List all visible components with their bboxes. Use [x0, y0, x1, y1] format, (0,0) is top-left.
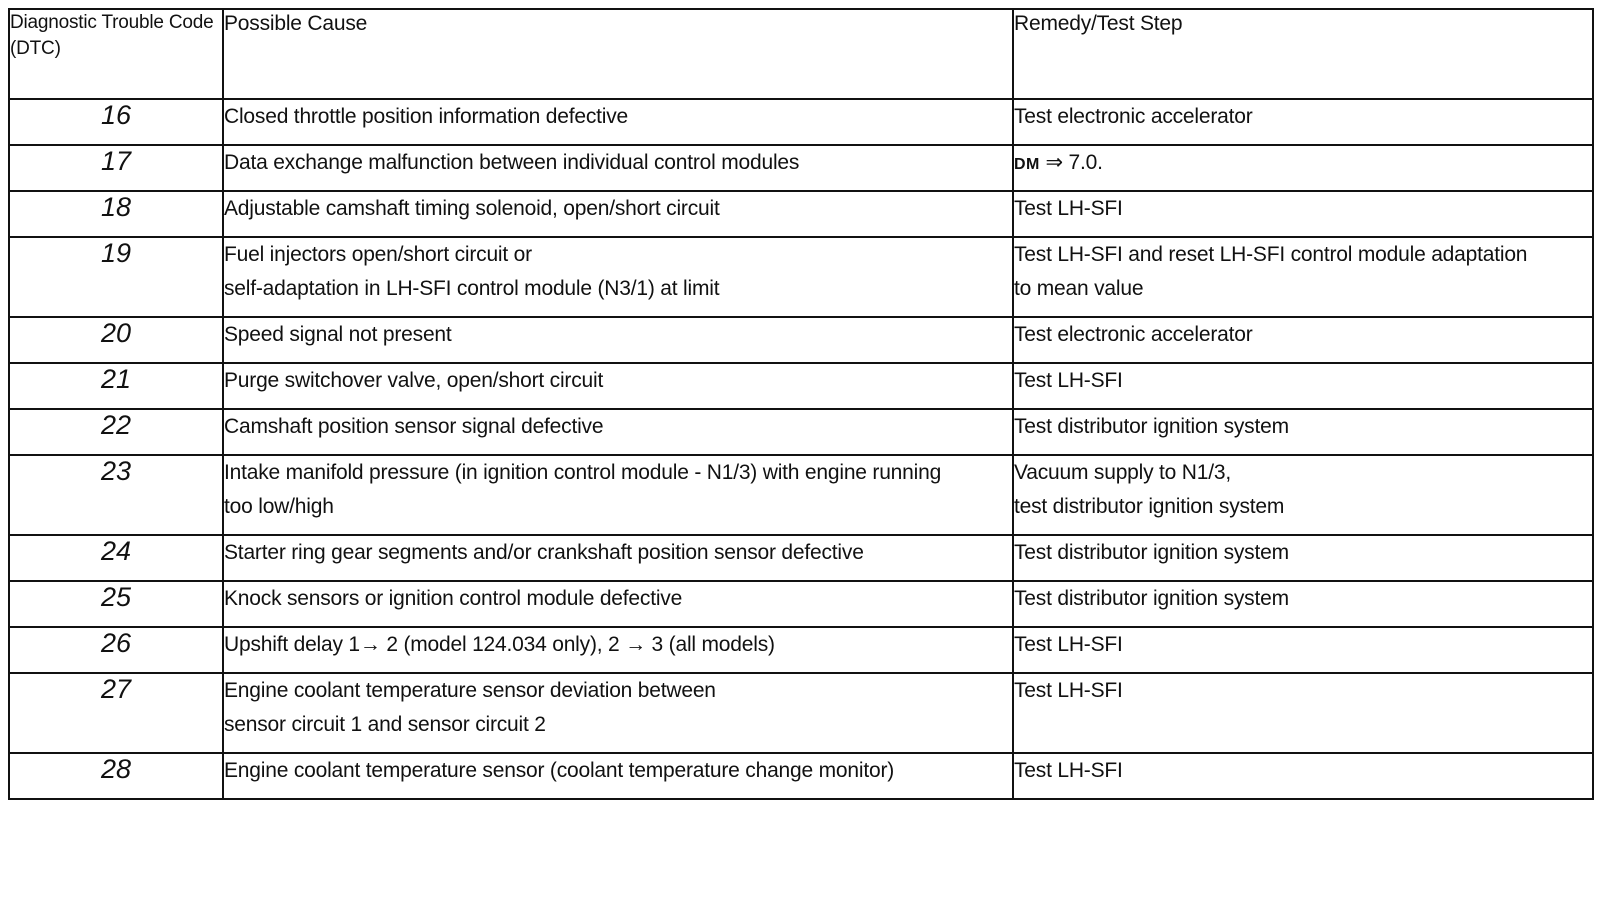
remedy-test-step-line: Vacuum supply to N1/3, [1014, 461, 1231, 484]
possible-cause-line: too low/high [224, 495, 334, 518]
table-row [9, 317, 1593, 363]
table-row [9, 237, 1593, 317]
remedy-test-step-line: to mean value [1014, 277, 1144, 300]
remedy-test-step-line: Test distributor ignition system [1014, 541, 1289, 564]
remedy-test-step [1013, 455, 1593, 535]
dtc-code: 17 [9, 145, 223, 191]
dtc-code: 16 [9, 99, 223, 145]
remedy-test-step [1013, 581, 1593, 627]
dtc-table [8, 8, 1594, 800]
table-row [9, 409, 1593, 455]
table-row [9, 363, 1593, 409]
remedy-test-step [1013, 191, 1593, 237]
remedy-test-step-line: DM ⇒ 7.0. [1014, 151, 1103, 174]
remedy-test-step [1013, 673, 1593, 753]
possible-cause [223, 191, 1013, 237]
possible-cause [223, 535, 1013, 581]
dtc-code: 19 [9, 237, 223, 317]
dtc-code: 23 [9, 455, 223, 535]
possible-cause-line: Data exchange malfunction between individual control modules [224, 151, 800, 174]
possible-cause-line: Engine coolant temperature sensor deviation between [224, 679, 716, 702]
possible-cause [223, 627, 1013, 673]
remedy-test-step-line: test distributor ignition system [1014, 495, 1285, 518]
possible-cause [223, 455, 1013, 535]
remedy-test-step [1013, 363, 1593, 409]
possible-cause [223, 753, 1013, 799]
possible-cause-line: self-adaptation in LH-SFI control module (N3/1) at limit [224, 277, 720, 300]
remedy-test-step [1013, 237, 1593, 317]
possible-cause-line: sensor circuit 1 and sensor circuit 2 [224, 713, 546, 736]
possible-cause-line: Fuel injectors open/short circuit or [224, 243, 532, 266]
possible-cause [223, 99, 1013, 145]
possible-cause-line: Closed throttle position information defective [224, 105, 629, 128]
remedy-test-step-line: Test LH-SFI and reset LH-SFI control module adaptation [1014, 243, 1528, 266]
dtc-code: 27 [9, 673, 223, 753]
dtc-code: 28 [9, 753, 223, 799]
table-row [9, 753, 1593, 799]
possible-cause-line: Knock sensors or ignition control module defective [224, 587, 683, 610]
possible-cause-line: Speed signal not present [224, 323, 452, 346]
header-dtc: Diagnostic Trouble Code (DTC) [9, 9, 223, 99]
table-row [9, 673, 1593, 753]
possible-cause-line: Upshift delay 1→ 2 (model 124.034 only), 2 → 3 (all models) [224, 633, 775, 656]
dtc-code: 21 [9, 363, 223, 409]
table-row [9, 99, 1593, 145]
remedy-test-step [1013, 145, 1593, 191]
remedy-test-step [1013, 99, 1593, 145]
remedy-test-step-line: Test distributor ignition system [1014, 587, 1289, 610]
possible-cause-line: Adjustable camshaft timing solenoid, open/short circuit [224, 197, 720, 220]
header-possible-cause: Possible Cause [223, 9, 1013, 99]
possible-cause-line: Starter ring gear segments and/or crankshaft position sensor defective [224, 541, 864, 564]
table-row [9, 455, 1593, 535]
remedy-test-step-line: Test electronic accelerator [1014, 105, 1253, 128]
dtc-code: 26 [9, 627, 223, 673]
possible-cause-line: Intake manifold pressure (in ignition control module - N1/3) with engine running [224, 461, 942, 484]
possible-cause [223, 317, 1013, 363]
remedy-test-step [1013, 753, 1593, 799]
table-row [9, 145, 1593, 191]
remedy-test-step-line: Test LH-SFI [1014, 369, 1123, 392]
remedy-test-step-line: Test LH-SFI [1014, 633, 1123, 656]
remedy-test-step [1013, 535, 1593, 581]
table-row [9, 581, 1593, 627]
remedy-test-step [1013, 317, 1593, 363]
remedy-test-step [1013, 409, 1593, 455]
possible-cause [223, 145, 1013, 191]
possible-cause [223, 363, 1013, 409]
table-body [9, 99, 1593, 799]
possible-cause-line: Camshaft position sensor signal defective [224, 415, 604, 438]
dtc-code: 24 [9, 535, 223, 581]
table-row [9, 535, 1593, 581]
dtc-code: 22 [9, 409, 223, 455]
table-row [9, 191, 1593, 237]
table-row [9, 627, 1593, 673]
dtc-code: 18 [9, 191, 223, 237]
possible-cause [223, 673, 1013, 753]
possible-cause-line: Purge switchover valve, open/short circuit [224, 369, 604, 392]
remedy-test-step-line: Test electronic accelerator [1014, 323, 1253, 346]
possible-cause [223, 581, 1013, 627]
possible-cause-line: Engine coolant temperature sensor (coolant temperature change monitor) [224, 759, 895, 782]
remedy-test-step-line: Test LH-SFI [1014, 197, 1123, 220]
header-remedy: Remedy/Test Step [1013, 9, 1593, 99]
dtc-code: 25 [9, 581, 223, 627]
header-row [9, 9, 1593, 99]
remedy-test-step-line: Test distributor ignition system [1014, 415, 1289, 438]
remedy-test-step-line: Test LH-SFI [1014, 679, 1123, 702]
possible-cause [223, 237, 1013, 317]
dtc-code: 20 [9, 317, 223, 363]
dtc-table-page [8, 8, 1592, 894]
remedy-test-step-line: Test LH-SFI [1014, 759, 1123, 782]
remedy-test-step [1013, 627, 1593, 673]
possible-cause [223, 409, 1013, 455]
